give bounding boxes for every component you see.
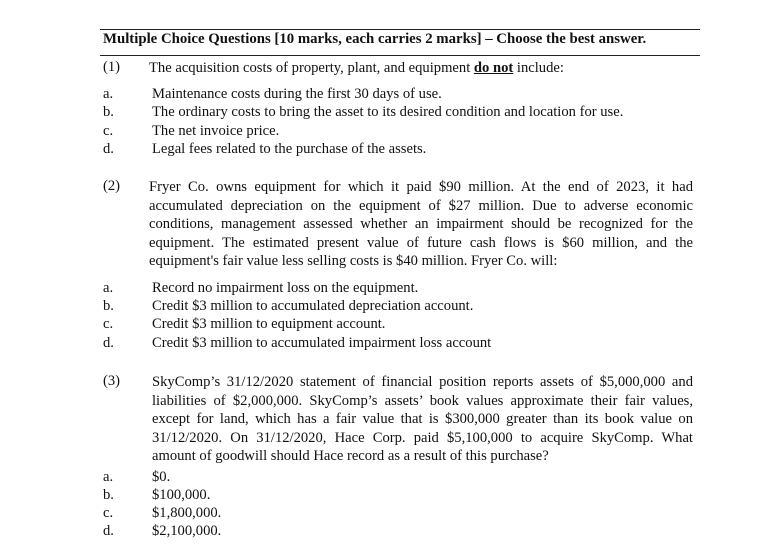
question-text: Fryer Co. owns equipment for which it paid $90 million. At the end of 2023, it had accumulated depreciation on the equipment of $27 million. Due to adverse economic conditions, management assessed whether an impairment should be recognized for the equipment. The estimated present value of future cash flows is $60 million, and the equipment's fair value less selling costs is $40 million. Fryer Co. will: — [149, 179, 693, 270]
question-number: (2) — [103, 178, 121, 194]
option-letter: a. — [103, 469, 114, 485]
option-letter: b. — [103, 298, 114, 314]
question-number: (3) — [103, 373, 121, 389]
question-number: (1) — [103, 59, 121, 75]
section-heading: Multiple Choice Questions [10 marks, each carries 2 marks] – Choose the best answer. — [103, 31, 647, 47]
option-letter: d. — [103, 523, 114, 539]
question-text — [149, 59, 693, 78]
option-text: Legal fees related to the purchase of the assets. — [152, 141, 427, 157]
question-text-after: include: — [513, 60, 564, 76]
question-text: SkyComp’s 31/12/2020 statement of financial position reports assets of $5,000,000 and liabilities of $2,000,000. SkyComp’s assets’ book values approximate their fair values, except for land, which has a fair value that is $300,000 greater than its book value on 31/12/2020. On 31/12/2020, Hace Corp. paid $5,100,000 to acquire SkyComp. What amount of goodwill should Hace record as a result of this purchase? — [152, 374, 693, 465]
option-letter: d. — [103, 141, 114, 157]
option-text: $2,100,000. — [152, 523, 222, 539]
option-text: Record no impairment loss on the equipment. — [152, 280, 419, 296]
option-text: Credit $3 million to accumulated depreciation account. — [152, 298, 474, 314]
top-rule — [100, 29, 700, 30]
option-text: Maintenance costs during the first 30 days of use. — [152, 86, 442, 102]
option-letter: d. — [103, 335, 114, 351]
option-letter: c. — [103, 505, 114, 521]
option-letter: c. — [103, 316, 114, 332]
option-text: Credit $3 million to accumulated impairment loss account — [152, 335, 492, 351]
heading-rule — [100, 55, 700, 56]
question-text-before: The acquisition costs of property, plant, and equipment — [149, 60, 474, 76]
option-letter: b. — [103, 487, 114, 503]
option-text: The ordinary costs to bring the asset to its desired condition and location for use. — [152, 104, 624, 120]
option-letter: a. — [103, 86, 114, 102]
option-letter: a. — [103, 280, 114, 296]
option-text: $0. — [152, 469, 171, 485]
option-letter: c. — [103, 123, 114, 139]
option-letter: b. — [103, 104, 114, 120]
option-text: The net invoice price. — [152, 123, 280, 139]
option-text: Credit $3 million to equipment account. — [152, 316, 386, 332]
option-text: $1,800,000. — [152, 505, 222, 521]
emphasis-do-not: do not — [473, 60, 514, 76]
option-text: $100,000. — [152, 487, 211, 503]
